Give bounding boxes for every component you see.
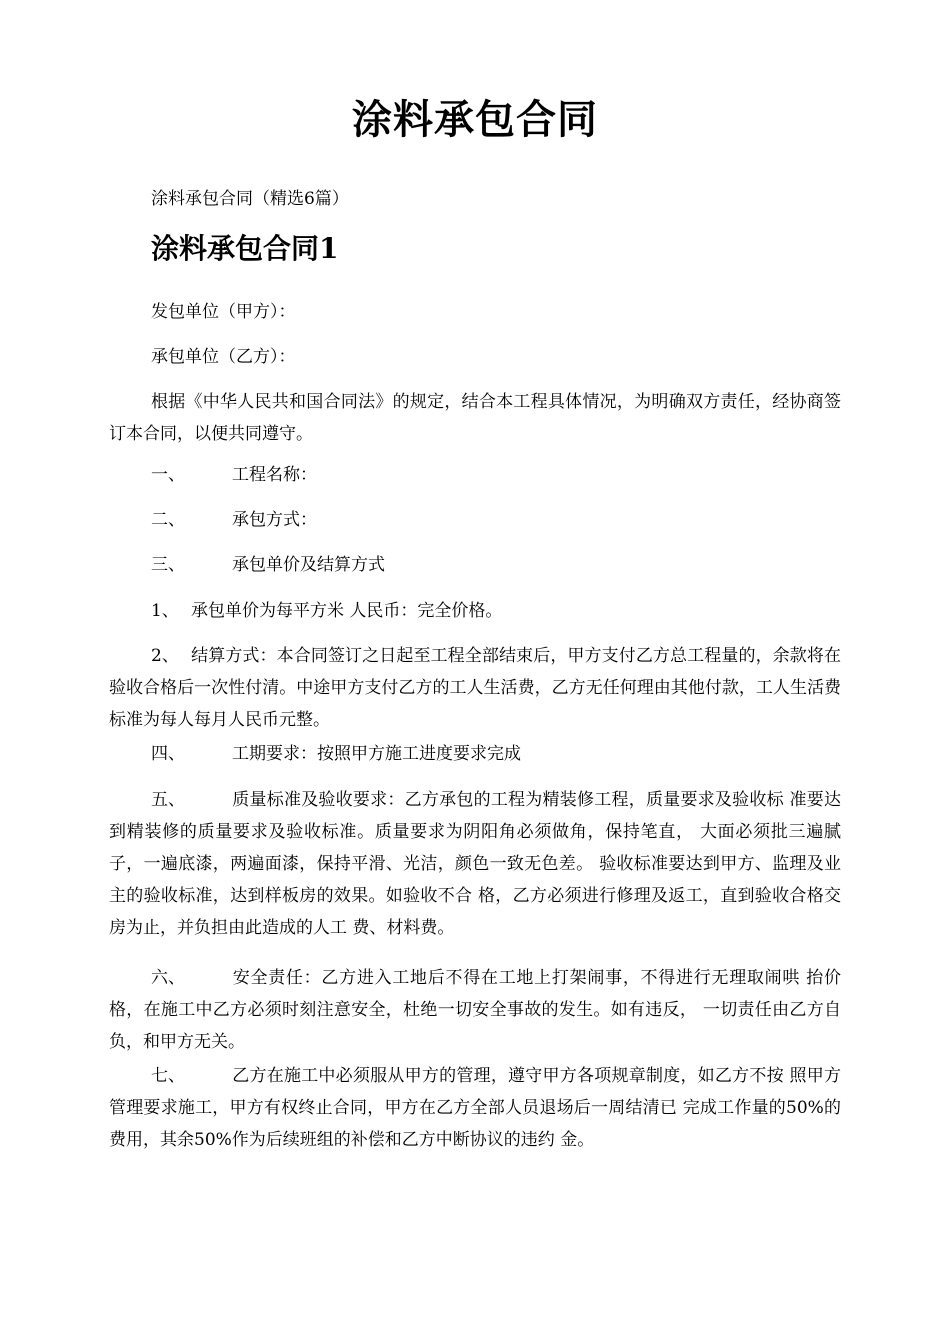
clause-6-number: 六、 — [151, 968, 185, 988]
clause-2-number: 二、 — [151, 510, 185, 530]
clause-5 — [109, 784, 841, 944]
document-title: 涂料承包合同 — [352, 96, 598, 143]
clause-1 — [109, 459, 841, 491]
clause-6-text: 安全责任：乙方进入工地后不得在工地上打架闹事，不得进行无理取闹哄 抬价格，在施工中乙方必须时刻注意安全，杜绝一切安全事故的发生。如有违反， 一切责任由乙方自负，和甲方无关。 — [109, 968, 841, 1052]
clause-1-text: 工程名称： — [232, 465, 317, 485]
clause-7-number: 七、 — [151, 1066, 185, 1086]
clause-7 — [109, 1060, 841, 1156]
subclause-2 — [109, 640, 841, 736]
section-title: 涂料承包合同1 — [151, 232, 339, 265]
subclause-2-number: 2、 — [151, 646, 179, 666]
subclause-2-text: 结算方式：本合同签订之日起至工程全部结束后，甲方支付乙方总工程量的，余款将在验收合格后一次性付清。中途甲方支付乙方的工人生活费，乙方无任何理由其他付款，工人生活费标准为每人每月人民币元整。 — [109, 646, 841, 730]
clause-5-text: 质量标准及验收要求：乙方承包的工程为精装修工程，质量要求及验收标 准要达到精装修的质量要求及验收标准。质量要求为阴阳角必须做角，保持笔直， 大面必须批三遍腻子，一遍底漆，两遍面漆，保持平滑、光洁，颜色一致无色差。 验收标准要达到甲方、监理及业主的验收标准，达到样板房的效果。如验收不合 格，乙方必须进行修理及返工，直到验收合格交房为止，并负担由此造成的人工 费、材料费。 — [109, 790, 841, 938]
clause-1-number: 一、 — [151, 465, 185, 485]
clause-4 — [109, 738, 841, 770]
clause-3 — [109, 549, 841, 581]
clause-4-text: 工期要求：按照甲方施工进度要求完成 — [232, 744, 521, 764]
clause-2-text: 承包方式： — [232, 510, 317, 530]
clause-7-text: 乙方在施工中必须服从甲方的管理，遵守甲方各项规章制度，如乙方不按 照甲方管理要求施工，甲方有权终止合同，甲方在乙方全部人员退场后一周结清已 完成工作量的50%的费用，其余50%作为后续班组的补偿和乙方中断协议的违约 金。 — [109, 1066, 841, 1150]
subclause-1-number: 1、 — [151, 601, 179, 621]
clause-6 — [109, 962, 841, 1058]
party-b-line: 承包单位（乙方）： — [151, 347, 296, 367]
clause-5-number: 五、 — [151, 790, 185, 810]
intro-paragraph: 根据《中华人民共和国合同法》的规定，结合本工程具体情况，为明确双方责任，经协商签订本合同，以便共同遵守。 — [109, 392, 841, 444]
subclause-1 — [109, 595, 841, 627]
party-a-line: 发包单位（甲方）： — [151, 302, 296, 322]
clause-3-text: 承包单价及结算方式 — [232, 555, 385, 575]
clause-2 — [109, 504, 841, 536]
clause-3-number: 三、 — [151, 555, 185, 575]
clause-4-number: 四、 — [151, 744, 185, 764]
subclause-1-text: 承包单价为每平方米 人民币：完全价格。 — [191, 601, 503, 621]
document-subtitle: 涂料承包合同（精选6篇） — [151, 189, 349, 209]
